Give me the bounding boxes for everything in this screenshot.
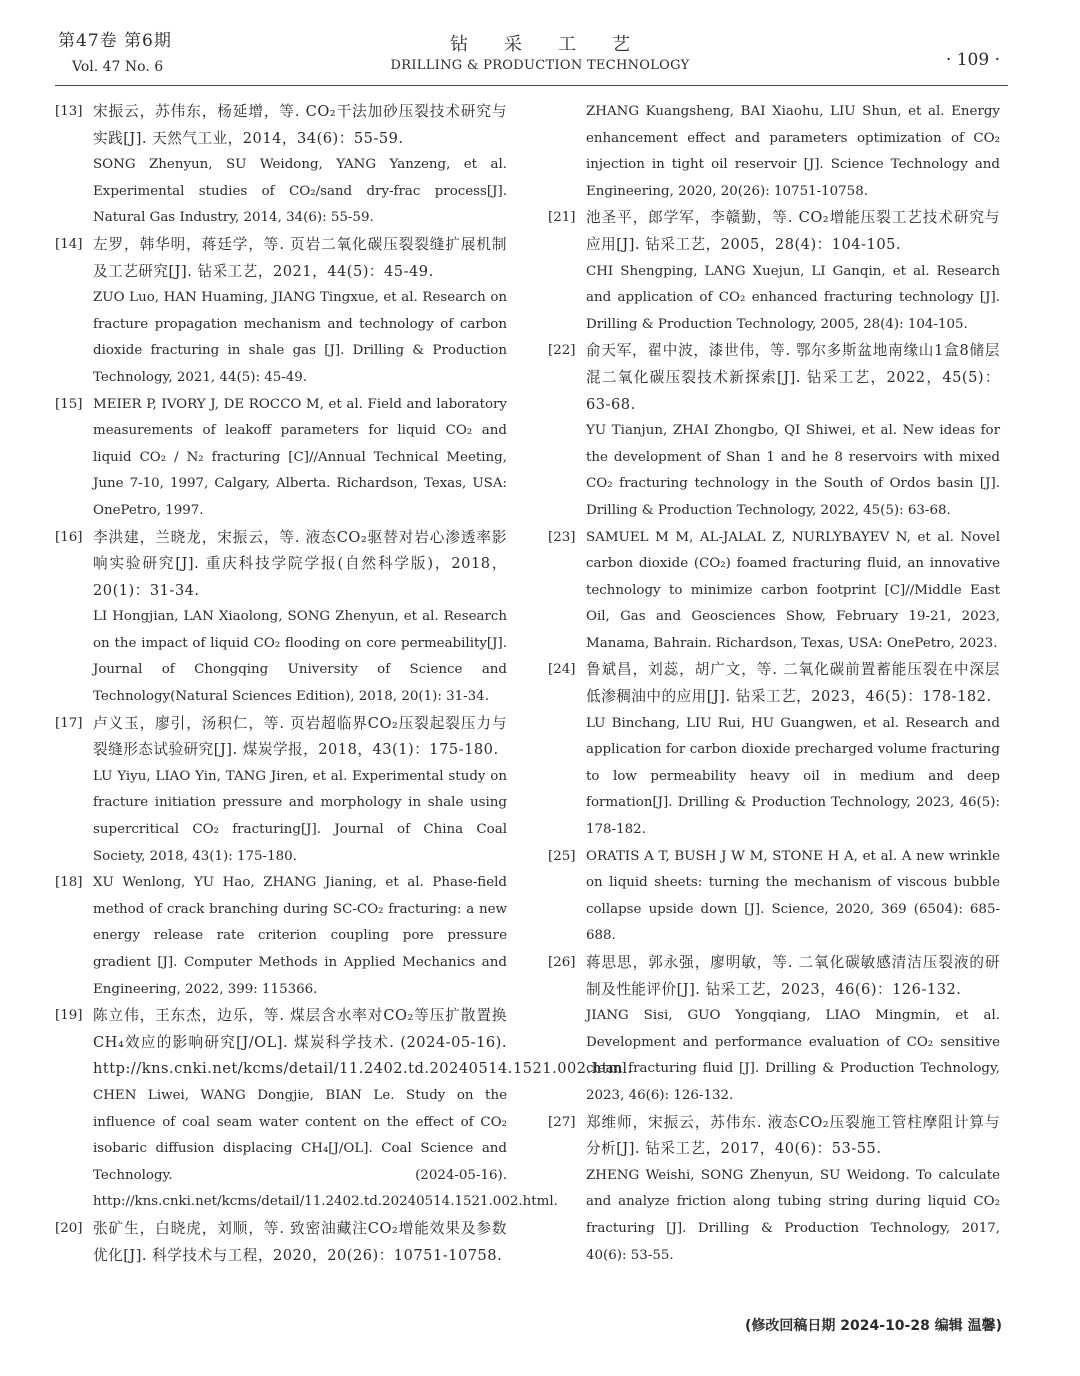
header-rule: [55, 85, 1008, 86]
reference-text-en: SAMUEL M M, AL-JALAL Z, NURLYBAYEV N, et al. Novel carbon dioxide (CO₂) foamed fracturing fluid, an innovative technology to minimize carbon footprint [C]//Middle East Oil, Gas and Geosciences Show, February 19-21, 2023, Manama, Bahrain. Richardson, Texas, USA: OnePetro, 2023.: [586, 529, 1000, 651]
reference-number: [13]: [55, 104, 83, 119]
reference-text-zh: 卢义玉，廖引，汤积仁，等. 页岩超临界CO₂压裂起裂压力与裂缝形态试验研究[J]. 煤炭学报，2018，43(1)：175-180.: [93, 714, 507, 759]
reference-text-en: ZUO Luo, HAN Huaming, JIANG Tingxue, et al. Research on fracture propagation mechanism and technology of carbon dioxide fracturing in shale gas [J]. Drilling & Production Technology, 2021, 44(5): 45-49.: [93, 290, 507, 385]
reference-text-zh: 李洪建，兰晓龙，宋振云，等. 液态CO₂驱替对岩心渗透率影响实验研究[J]. 重庆科技学院学报(自然科学版)，2018，20(1)：31-34.: [93, 528, 507, 599]
reference-text-en: CHI Shengping, LANG Xuejun, LI Ganqin, et al. Research and application of CO₂ enhanced fracturing technology [J]. Drilling & Production Technology, 2005, 28(4): 104-105.: [586, 263, 1000, 332]
reference-text-en: JIANG Sisi, GUO Yongqiang, LIAO Mingmin, et al. Development and performance evaluation of CO₂ sensitive clean fracturing fluid [J]. Drilling & Production Technology, 2023, 46(6): 126-132.: [586, 1008, 1000, 1103]
reference-item: [548, 99, 1000, 205]
reference-number: [26]: [548, 955, 576, 970]
reference-item: [55, 1216, 507, 1269]
reference-item: [55, 392, 507, 525]
reference-text-zh: 池圣平，郎学军，李赣勤，等. CO₂增能压裂工艺技术研究与应用[J]. 钻采工艺，2005，28(4)：104-105.: [586, 209, 1000, 253]
issue-info: [58, 28, 172, 80]
reference-item: [548, 525, 1000, 658]
journal-title-zh: 钻采工艺: [450, 34, 666, 55]
reference-text-zh: 鲁斌昌，刘蕊，胡广文，等. 二氧化碳前置蓄能压裂在中深层低渗稠油中的应用[J]. 钻采工艺，2023，46(5)：178-182.: [586, 661, 1000, 706]
reference-text-en: XU Wenlong, YU Hao, ZHANG Jianing, et al. Phase-field method of crack branching during SC-CO₂ fracturing: a new energy release rate criterion coupling pore pressure gradient [J]. Computer Methods in Applied Mechanics and Engineering, 2022, 399: 115366.: [93, 875, 507, 997]
volume-zh: 第47卷 第6期: [58, 31, 172, 51]
reference-item: [548, 950, 1000, 1110]
volume-en: Vol. 47 No. 6: [72, 59, 164, 75]
journal-title-en: DRILLING & PRODUCTION TECHNOLOGY: [390, 58, 690, 73]
reference-item: [55, 711, 507, 871]
reference-text-en: LU Binchang, LIU Rui, HU Guangwen, et al. Research and application for carbon dioxide precharged volume fracturing to low permeability heavy oil in medium and deep formation[J]. Drilling & Production Technology, 2023, 46(5): 178-182.: [586, 715, 1000, 838]
reference-text-zh: 宋振云，苏伟东，杨延增，等. CO₂干法加砂压裂技术研究与实践[J]. 天然气工业，2014，34(6)：55-59.: [93, 103, 507, 147]
reference-text-en: MEIER P, IVORY J, DE ROCCO M, et al. Field and laboratory measurements of leakoff parameters for liquid CO₂ and liquid CO₂ / N₂ fracturing [C]//Annual Technical Meeting, June 7-10, 1997, Calgary, Alberta. Richardson, Texas, USA: OnePetro, 1997.: [93, 396, 507, 518]
reference-item: [548, 1110, 1000, 1270]
journal-title: [340, 30, 740, 73]
reference-text-en: ORATIS A T, BUSH J W M, STONE H A, et al. A new wrinkle on liquid sheets: turning the mechanism of viscous bubble collapse upside down [J]. Science, 2020, 369 (6504): 685-688.: [586, 848, 1000, 944]
reference-number: [21]: [548, 210, 576, 226]
reference-number: [15]: [55, 396, 83, 412]
reference-text-zh: 左罗，韩华明，蒋廷学，等. 页岩二氧化碳压裂裂缝扩展机制及工艺研究[J]. 钻采工艺，2021，44(5)：45-49.: [93, 235, 507, 280]
reference-item: [548, 844, 1000, 950]
reference-number: [23]: [548, 529, 576, 545]
reference-text-en: LU Yiyu, LIAO Yin, TANG Jiren, et al. Experimental study on fracture initiation pressure and morphology in shale using supercritical CO₂ fracturing[J]. Journal of China Coal Society, 2018, 43(1): 175-180.: [93, 768, 507, 864]
revision-note: (修改回稿日期 2024-10-28 编辑 温馨): [745, 1318, 1002, 1334]
reference-number: [22]: [548, 343, 576, 359]
reference-item: [55, 525, 507, 711]
reference-column-right: [548, 99, 1000, 1269]
reference-item: [55, 99, 507, 232]
reference-item: [548, 338, 1000, 524]
reference-text-en: CHEN Liwei, WANG Dongjie, BIAN Le. Study on the influence of coal seam water content on the effect of CO₂ isobaric diffusion displacing CH₄[J/OL]. Coal Science and Technology. (2024-05-16). http://kns.cnki.net/kcms/detail/11.2402.td.20240514.1521.002.html.: [93, 1087, 558, 1210]
page-header: [0, 0, 1080, 88]
reference-item: [548, 205, 1000, 338]
reference-number: [17]: [55, 715, 83, 731]
reference-number: [27]: [548, 1114, 576, 1130]
reference-text-zh: 蒋思思，郭永强，廖明敏，等. 二氧化碳敏感清洁压裂液的研制及性能评价[J]. 钻采工艺，2023，46(6)：126-132.: [586, 954, 1000, 998]
reference-text-zh: 张矿生，白晓虎，刘顺，等. 致密油藏注CO₂增能效果及参数优化[J]. 科学技术与工程，2020，20(26)：10751-10758.: [93, 1219, 507, 1264]
reference-item: [55, 232, 507, 392]
reference-text-zh: 俞天军，翟中波，漆世伟，等. 鄂尔多斯盆地南缘山1盒8储层混二氧化碳压裂技术新探索[J]. 钻采工艺，2022，45(5)：63-68.: [586, 342, 1000, 413]
reference-text-zh: 陈立伟，王东杰，边乐，等. 煤层含水率对CO₂等压扩散置换CH₄效应的影响研究[J/OL]. 煤炭科学技术. (2024-05-16). http://kns.cnki.net/kcms/detail/11.2402.td.20240514.1521.002.html.: [93, 1007, 633, 1078]
reference-text-en: SONG Zhenyun, SU Weidong, YANG Yanzeng, et al. Experimental studies of CO₂/sand dry-frac process[J]. Natural Gas Industry, 2014, 34(6): 55-59.: [93, 157, 507, 226]
page-number: · 109 ·: [945, 50, 1000, 70]
reference-number: [19]: [55, 1008, 83, 1024]
reference-text-en: YU Tianjun, ZHAI Zhongbo, QI Shiwei, et al. New ideas for the development of Shan 1 and he 8 reservoirs with mixed CO₂ fracturing technology in the South of Ordos basin [J]. Drilling & Production Technology, 2022, 45(5): 63-68.: [586, 423, 1000, 518]
reference-number: [16]: [55, 529, 83, 545]
reference-number: [25]: [548, 848, 576, 864]
reference-text-en: ZHANG Kuangsheng, BAI Xiaohu, LIU Shun, et al. Energy enhancement effect and parameters optimization of CO₂ injection in tight oil reservoir [J]. Science Technology and Engineering, 2020, 20(26): 10751-10758.: [586, 104, 1000, 199]
reference-item: [55, 870, 507, 1003]
reference-text-en: ZHENG Weishi, SONG Zhenyun, SU Weidong. To calculate and analyze friction along tubing string during liquid CO₂ fracturing [J]. Drilling & Production Technology, 2017, 40(6): 53-55.: [586, 1167, 1000, 1263]
reference-text-en: LI Hongjian, LAN Xiaolong, SONG Zhenyun, et al. Research on the impact of liquid CO₂ flooding on core permeability[J]. Journal of Chongqing University of Science and Technology(Natural Sciences Edition), 2018, 20(1): 31-34.: [93, 609, 507, 705]
reference-text-zh: 郑维师，宋振云，苏伟东. 液态CO₂压裂施工管柱摩阻计算与分析[J]. 钻采工艺，2017，40(6)：53-55.: [586, 1113, 1000, 1158]
reference-number: [18]: [55, 875, 83, 891]
reference-item: [548, 657, 1000, 843]
reference-number: [14]: [55, 236, 83, 252]
reference-number: [24]: [548, 662, 576, 678]
reference-number: [20]: [55, 1220, 83, 1236]
